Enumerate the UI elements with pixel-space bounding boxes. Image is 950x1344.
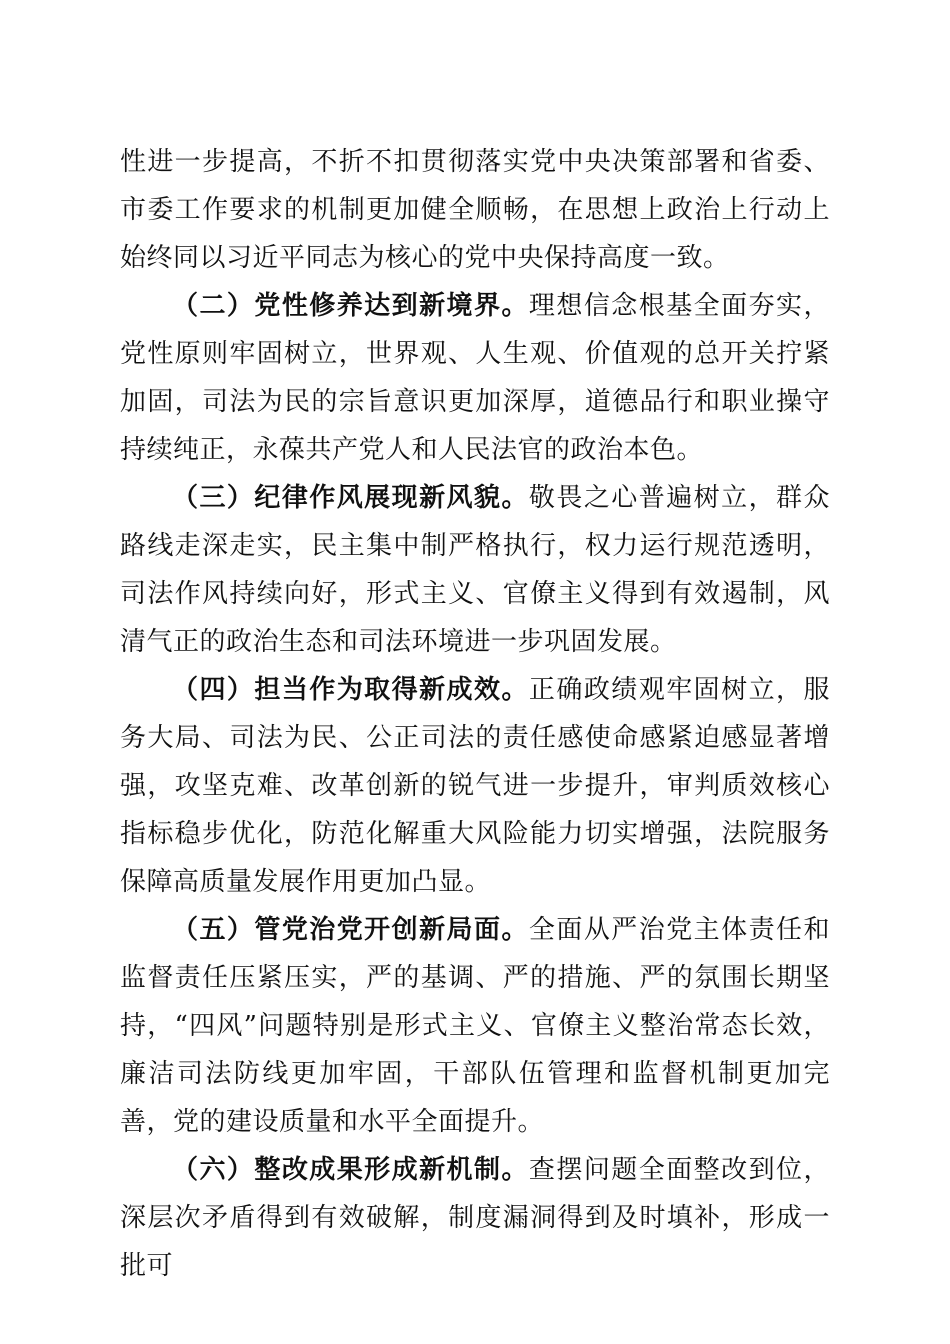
paragraph-text: 性进一步提高，不折不扣贯彻落实党中央决策部署和省委、市委工作要求的机制更加健全顺畅，在思想上政治上行动上始终同以习近平同志为核心的党中央保持高度一致。 — [120, 147, 830, 273]
paragraph-text: 正确政绩观牢固树立，服务大局、司法为民、公正司法的责任感使命感紧迫感显著增强，攻坚克难、改革创新的锐气进一步提升，审判质效核心指标稳步优化，防范化解重大风险能力切实增强，法院服务保障高质量发展作用更加凸显。 — [120, 675, 830, 897]
section-heading: （三）纪律作风展现新风貌。 — [172, 483, 529, 513]
paragraph-section-3 — [120, 474, 830, 666]
section-heading: （五）管党治党开创新局面。 — [172, 915, 529, 945]
section-heading: （四）担当作为取得新成效。 — [172, 675, 529, 705]
paragraph-section-2 — [120, 282, 830, 474]
section-heading: （二）党性修养达到新境界。 — [172, 291, 529, 321]
paragraph-text: 理想信念根基全面夯实，党性原则牢固树立，世界观、人生观、价值观的总开关拧紧加固，司法为民的宗旨意识更加深厚，道德品行和职业操守持续纯正，永葆共产党人和人民法官的政治本色。 — [120, 291, 830, 465]
paragraph-text: 敬畏之心普遍树立，群众路线走深走实，民主集中制严格执行，权力运行规范透明，司法作风持续向好，形式主义、官僚主义得到有效遏制，风清气正的政治生态和司法环境进一步巩固发展。 — [120, 483, 830, 657]
document-body — [120, 138, 830, 1290]
paragraph-section-4 — [120, 666, 830, 906]
paragraph-section-5 — [120, 906, 830, 1146]
paragraph-text: 全面从严治党主体责任和监督责任压紧压实，严的基调、严的措施、严的氛围长期坚持，“四风”问题特别是形式主义、官僚主义整治常态长效，廉洁司法防线更加牢固，干部队伍管理和监督机制更加完善，党的建设质量和水平全面提升。 — [120, 915, 830, 1137]
paragraph-section-6 — [120, 1146, 830, 1290]
paragraph-text: 查摆问题全面整改到位，深层次矛盾得到有效破解，制度漏洞得到及时填补，形成一批可 — [120, 1155, 830, 1281]
paragraph-continuation — [120, 138, 830, 282]
section-heading: （六）整改成果形成新机制。 — [172, 1155, 529, 1185]
